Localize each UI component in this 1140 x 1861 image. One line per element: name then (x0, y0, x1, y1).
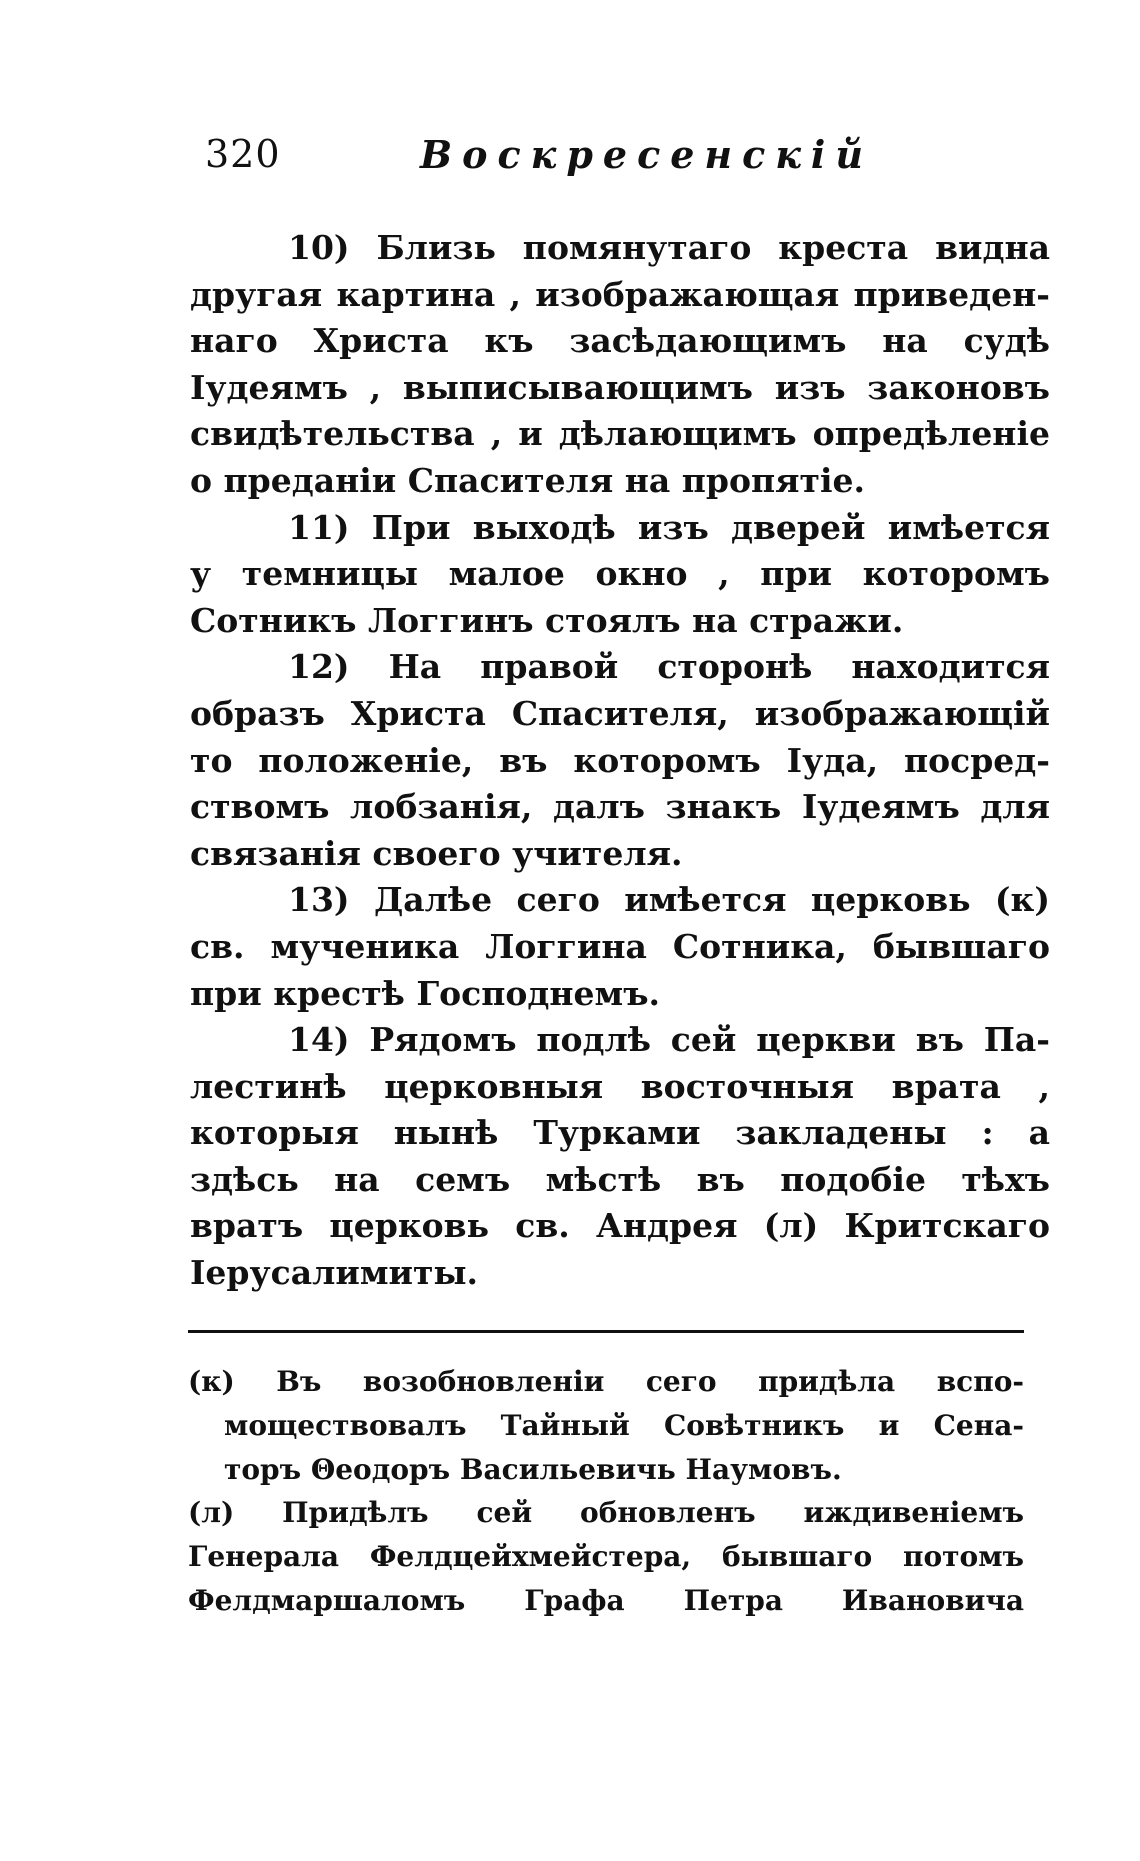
text-line: то положеніе, въ которомъ Іуда, посред- (190, 740, 1050, 780)
text-line: 11) При выходѣ изъ дверей имѣется (288, 507, 1050, 547)
text-line: здѣсь на семъ мѣстѣ въ подобіе тѣхъ (190, 1159, 1050, 1199)
text-line: лестинѣ церковныя восточныя врата , (190, 1066, 1050, 1106)
text-line: о преданіи Спасителя на пропятіе. (190, 460, 865, 500)
text-line: Іерусалимиты. (190, 1253, 479, 1293)
footnote-line: (л) Придѣлъ сей обновленъ иждивеніемъ (188, 1496, 1024, 1530)
footnote-line: Фелдмаршаломъ Графа Петра Ивановича (188, 1583, 1024, 1617)
text-line: вратъ церковь св. Андрея (л) Критскаго (190, 1206, 1050, 1246)
text-line: связанія своего учителя. (190, 833, 683, 873)
text-line: наго Христа къ засѣдающимъ на судѣ (190, 321, 1050, 361)
text-line: свидѣтельства , и дѣлающимъ опредѣленіе (190, 414, 1050, 454)
text-line: 10) Близь помянутаго креста видна (288, 228, 1050, 267)
footnote-divider (188, 1330, 1024, 1333)
footnote-line: Генерала Фелдцейхмейстера, бывшаго потомъ (188, 1540, 1024, 1574)
text-line: 12) На правой сторонѣ находится (288, 647, 1050, 687)
text-line: другая картина , изображающая приведен- (190, 274, 1050, 314)
footnote-line: (к) Въ возобновленіи сего придѣла вспо- (188, 1365, 1024, 1398)
text-line: 14) Рядомъ подлѣ сей церкви въ Па- (288, 1020, 1050, 1060)
body-text (190, 225, 1050, 1297)
text-line: у темницы малое окно , при которомъ (190, 554, 1050, 594)
text-line: при крестѣ Господнемъ. (190, 973, 660, 1013)
text-line: Іудеямъ , выписывающимъ изъ законовъ (190, 367, 1050, 407)
footnote-line: торъ Θеодоръ Васильевичь Наумовъ. (224, 1452, 842, 1486)
text-line: св. мученика Логгина Сотника, бывшаго (190, 926, 1050, 966)
footnote-line: моществовалъ Тайный Совѣтникъ и Сена- (224, 1408, 1024, 1442)
text-line: 13) Далѣе сего имѣется церковь (к) (288, 880, 1050, 920)
running-title: Воскресенскій (420, 132, 873, 177)
text-line: ствомъ лобзанія, далъ знакъ Іудеямъ для (190, 787, 1050, 827)
text-line: образъ Христа Спасителя, изображающій (190, 693, 1050, 733)
footnotes (188, 1360, 1024, 1623)
running-head (205, 132, 1035, 192)
text-line: Сотникъ Логгинъ стоялъ на стражи. (190, 600, 904, 640)
text-line: которыя нынѣ Турками закладены : а (190, 1113, 1050, 1153)
page-number: 320 (205, 132, 281, 176)
